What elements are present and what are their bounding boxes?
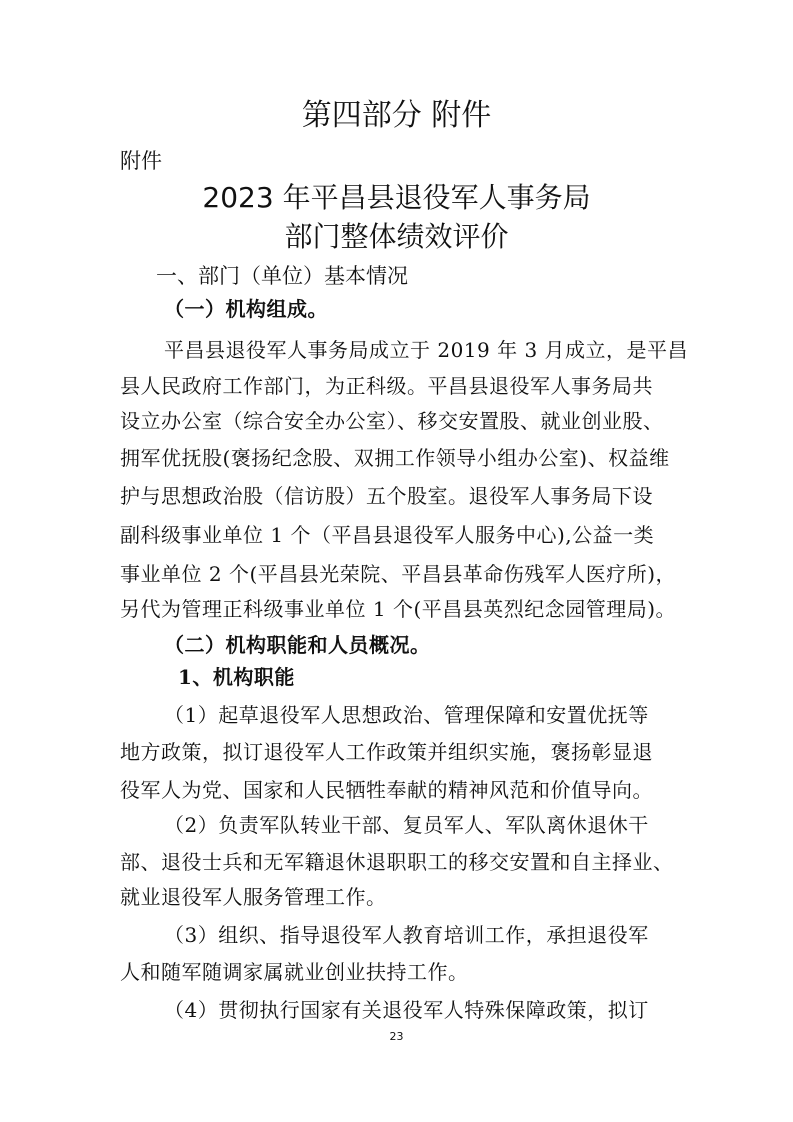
function-item-line: （2）负责军队转业干部、复员军人、军队离休退休干 — [164, 813, 649, 837]
function-item-line: （3）组织、指导退役军人教育培训工作，承担退役军 — [164, 923, 649, 947]
paragraph-line: 副科级事业单位 1 个（平昌县退役军人服务中心),公益一类 — [120, 523, 655, 547]
paragraph-line: 拥军优抚股(褒扬纪念股、双拥工作领导小组办公室)、权益维 — [120, 446, 670, 470]
attachment-label: 附件 — [120, 149, 162, 173]
part-title: 第四部分 附件 — [301, 98, 492, 133]
function-item-line: （1）起草退役军人思想政治、管理保障和安置优抚等 — [164, 703, 649, 727]
function-item-line: 部、退役士兵和无军籍退休退职职工的移交安置和自主择业、 — [120, 850, 674, 874]
paragraph-line: 平昌县退役军人事务局成立于 2019 年 3 月成立，是平昌 — [164, 338, 689, 362]
subsection-heading: （一）机构组成。 — [164, 297, 328, 321]
document-title-line-2: 部门整体绩效评价 — [284, 220, 509, 253]
paragraph-line: 县人民政府工作部门，为正科级。平昌县退役军人事务局共 — [120, 374, 653, 398]
paragraph-line: 另代为管理正科级事业单位 1 个(平昌县英烈纪念园管理局)。 — [120, 597, 677, 621]
section-heading: 一、部门（单位）基本情况 — [156, 264, 408, 288]
paragraph-line: 事业单位 2 个(平昌县光荣院、平昌县革命伤残军人医疗所)， — [120, 562, 677, 586]
function-item-line: 役军人为党、国家和人民牺牲奉献的精神风范和价值导向。 — [120, 778, 653, 802]
page-number: 23 — [389, 1030, 404, 1043]
subsection-heading: （二）机构职能和人员概况。 — [164, 633, 431, 657]
functions-heading: 1、机构职能 — [178, 665, 295, 689]
function-item-line: （4）贯彻执行国家有关退役军人特殊保障政策，拟订 — [164, 998, 649, 1022]
document-title-line-1: 2023 年平昌县退役军人事务局 — [202, 181, 591, 214]
paragraph-line: 设立办公室（综合安全办公室）、移交安置股、就业创业股、 — [120, 409, 664, 433]
function-item-line: 就业退役军人服务管理工作。 — [120, 885, 387, 909]
paragraph-line: 护与思想政治股（信访股）五个股室。退役军人事务局下设 — [120, 484, 653, 508]
function-item-line: 人和随军随调家属就业创业扶持工作。 — [120, 960, 469, 984]
function-item-line: 地方政策，拟订退役军人工作政策并组织实施，褒扬彰显退 — [120, 740, 653, 764]
